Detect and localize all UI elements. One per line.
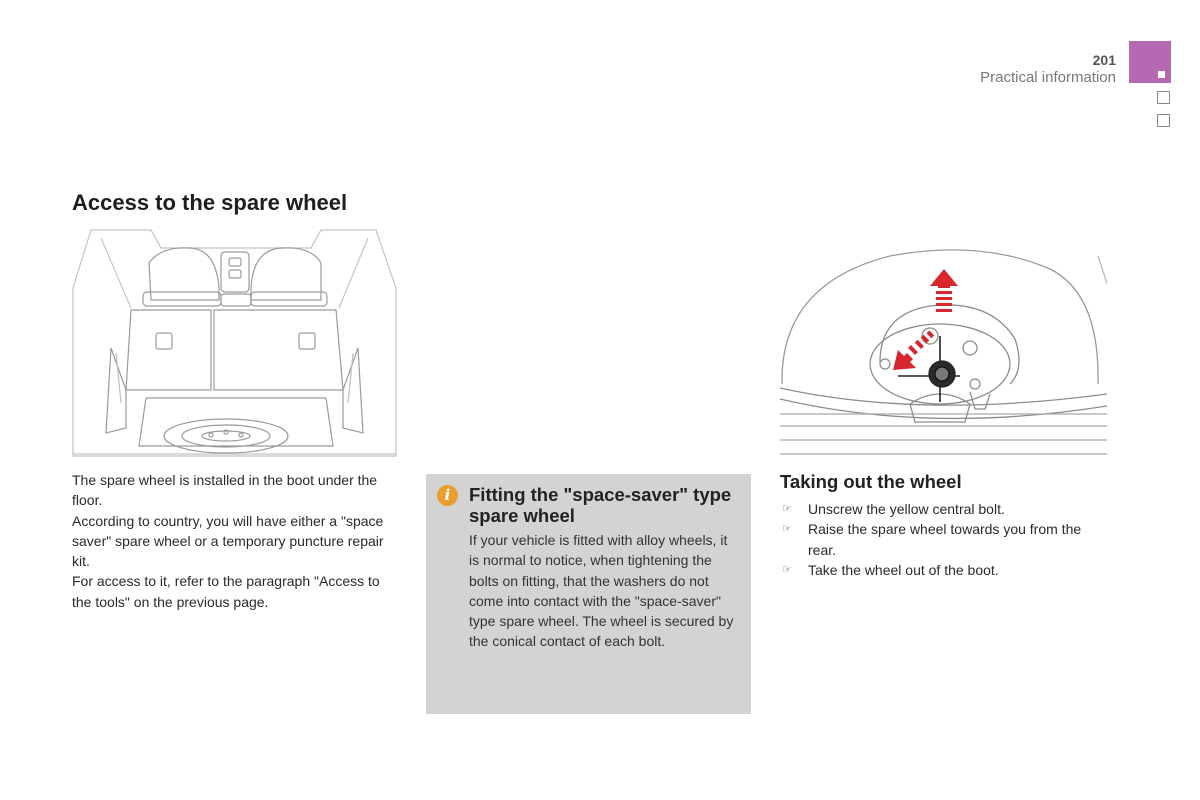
chapter-tab-box bbox=[1157, 91, 1170, 104]
intro-paragraph: For access to it, refer to the paragraph "Access to the tools" on the previous page. bbox=[72, 573, 380, 610]
step-text: Take the wheel out of the boot. bbox=[808, 561, 999, 578]
pointing-hand-icon: ☞ bbox=[782, 563, 792, 576]
step-text: Raise the spare wheel towards you from the rear. bbox=[808, 521, 1082, 558]
unscrew-arrow bbox=[893, 330, 934, 370]
procedure-step bbox=[780, 560, 1100, 580]
chapter-tab-active bbox=[1129, 41, 1171, 83]
wheel-removal-illustration bbox=[780, 244, 1107, 458]
intro-paragraph: According to country, you will have either a "space saver" spare wheel or a temporary puncture repair kit. bbox=[72, 512, 384, 570]
info-box-title: Fitting the "space-saver" type spare wheel bbox=[469, 484, 732, 526]
pointing-hand-icon: ☞ bbox=[782, 503, 792, 515]
chapter-tab-marker bbox=[1158, 71, 1165, 78]
info-icon: i bbox=[437, 485, 458, 506]
procedure-step bbox=[780, 519, 1100, 560]
procedure-heading: Taking out the wheel bbox=[780, 471, 962, 492]
chapter-tab-box bbox=[1157, 114, 1170, 127]
page-number: 201 bbox=[1092, 52, 1116, 68]
page-heading: Access to the spare wheel bbox=[72, 190, 348, 215]
info-box bbox=[426, 474, 751, 714]
info-box-text: If your vehicle is fitted with alloy wheels, it is normal to notice, when tightening the bolts on fitting, that the washers do not come into contact with the "space-saver" type spare wheel. The wheel is secured by the conical contact of each bolt. bbox=[469, 532, 734, 650]
procedure-step bbox=[780, 499, 1100, 519]
intro-text bbox=[72, 470, 402, 612]
section-title: Practical information bbox=[980, 69, 1116, 86]
intro-paragraph: The spare wheel is installed in the boot under the floor. bbox=[72, 472, 378, 509]
procedure-steps bbox=[780, 499, 1100, 580]
pointing-hand-icon: ☞ bbox=[782, 523, 792, 536]
step-text: Unscrew the yellow central bolt. bbox=[808, 501, 1005, 517]
boot-spare-wheel-illustration bbox=[71, 228, 398, 458]
